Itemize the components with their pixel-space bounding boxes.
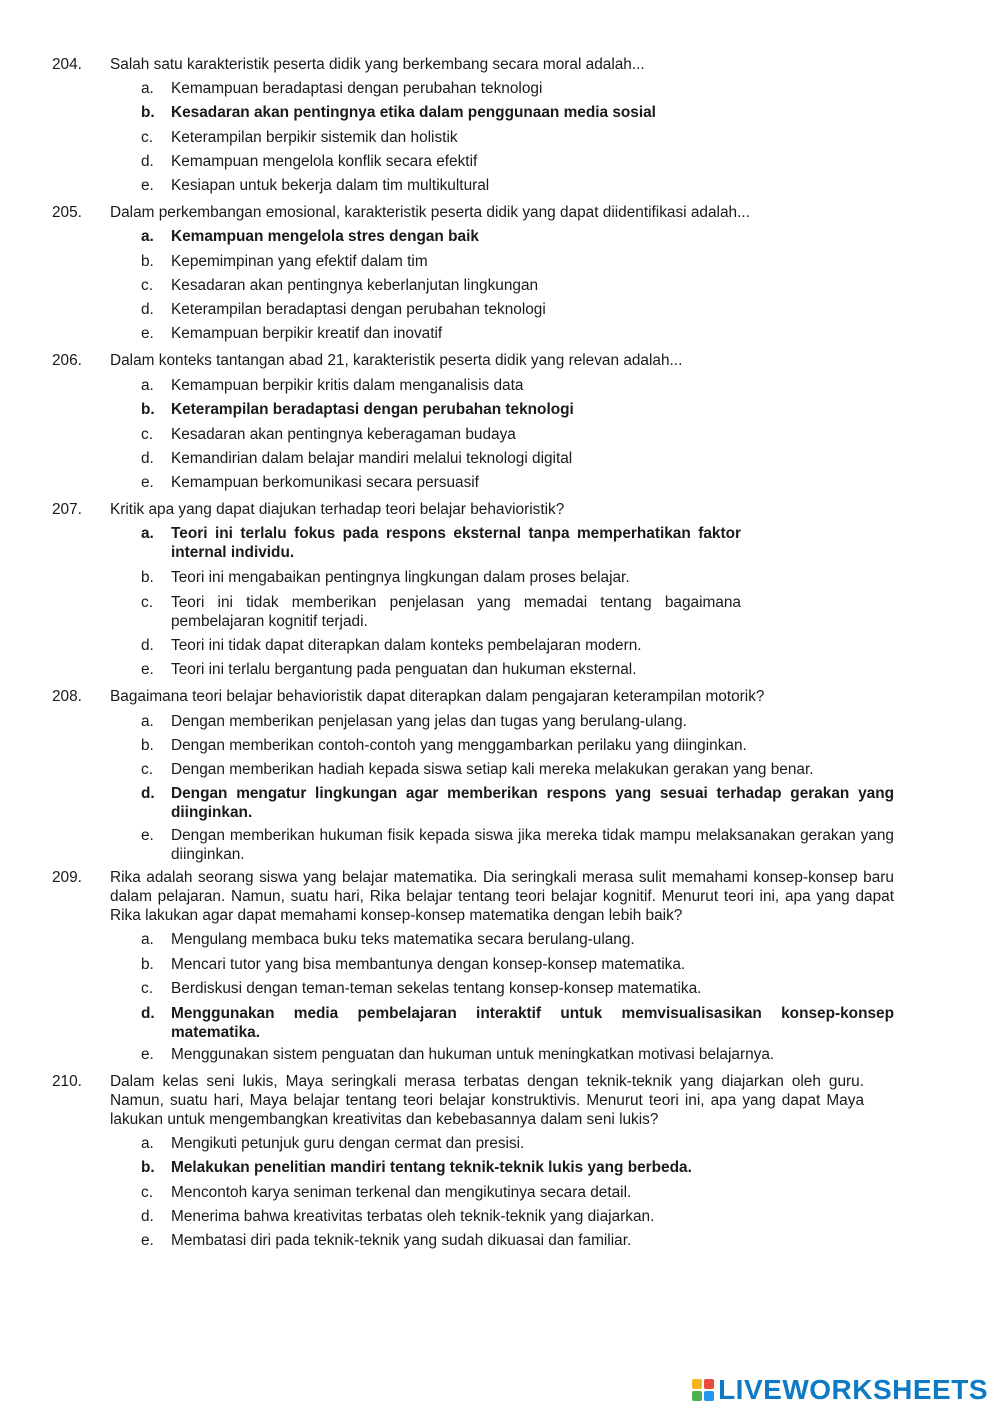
option-letter: a. bbox=[141, 931, 154, 948]
option-letter: d. bbox=[141, 785, 155, 802]
option-text: Dengan memberikan contoh-contoh yang menggambarkan perilaku yang diinginkan. bbox=[171, 737, 747, 754]
option-209-e[interactable] bbox=[141, 1045, 894, 1064]
option-letter: b. bbox=[141, 1159, 155, 1176]
option-text: Dengan mengatur lingkungan agar memberikan respons yang sesuai terhadap gerakan yang diinginkan. bbox=[171, 785, 894, 821]
option-text: Menerima bahwa kreativitas terbatas oleh teknik-teknik yang diajarkan. bbox=[171, 1208, 655, 1225]
option-letter: a. bbox=[141, 377, 154, 394]
question-number: 209. bbox=[52, 869, 82, 886]
option-text: Mengikuti petunjuk guru dengan cermat dan presisi. bbox=[171, 1135, 525, 1152]
question-206 bbox=[52, 351, 894, 370]
question-text: Rika adalah seorang siswa yang belajar matematika. Dia seringkali merasa sulit memahami konsep-konsep baru dalam pelajaran. Namun, suatu hari, Rika belajar tentang teori belajar kognitif. Menurut teori ini, apa yang dapat Rika lakukan agar dapat memahami konsep-konsep matematika dengan lebih baik? bbox=[110, 869, 894, 924]
option-210-d[interactable] bbox=[141, 1207, 894, 1226]
option-text: Teori ini terlalu bergantung pada penguatan dan hukuman eksternal. bbox=[171, 661, 637, 678]
option-letter: b. bbox=[141, 737, 154, 754]
option-207-a[interactable] bbox=[141, 524, 741, 562]
option-text: Menggunakan media pembelajaran interaktif untuk memvisualisasikan konsep-konsep matematika. bbox=[171, 1005, 894, 1041]
option-text: Membatasi diri pada teknik-teknik yang sudah dikuasai dan familiar. bbox=[171, 1232, 632, 1249]
logo-square bbox=[692, 1391, 702, 1401]
question-number: 206. bbox=[52, 352, 82, 369]
option-text: Keterampilan beradaptasi dengan perubahan teknologi bbox=[171, 301, 546, 318]
option-text: Dengan memberikan penjelasan yang jelas dan tugas yang berulang-ulang. bbox=[171, 713, 687, 730]
option-text: Kemampuan berpikir kreatif dan inovatif bbox=[171, 325, 443, 342]
option-letter: b. bbox=[141, 104, 155, 121]
option-206-d[interactable] bbox=[141, 449, 894, 468]
option-letter: a. bbox=[141, 713, 154, 730]
question-205 bbox=[52, 203, 894, 222]
option-206-b[interactable] bbox=[141, 400, 894, 419]
option-210-b[interactable] bbox=[141, 1158, 894, 1177]
option-210-a[interactable] bbox=[141, 1134, 894, 1153]
option-letter: c. bbox=[141, 1184, 153, 1201]
option-letter: e. bbox=[141, 177, 154, 194]
option-210-e[interactable] bbox=[141, 1231, 894, 1250]
option-letter: a. bbox=[141, 228, 154, 245]
option-text: Dengan memberikan hukuman fisik kepada siswa jika mereka tidak mampu melaksanakan gerakan yang diinginkan. bbox=[171, 827, 894, 863]
question-209 bbox=[52, 868, 894, 925]
option-206-e[interactable] bbox=[141, 473, 894, 492]
option-letter: e. bbox=[141, 661, 154, 678]
option-207-d[interactable] bbox=[141, 636, 894, 655]
option-letter: c. bbox=[141, 594, 153, 611]
option-207-c[interactable] bbox=[141, 593, 741, 631]
option-205-e[interactable] bbox=[141, 324, 894, 343]
option-205-d[interactable] bbox=[141, 300, 894, 319]
option-letter: e. bbox=[141, 325, 154, 342]
option-text: Mencari tutor yang bisa membantunya dengan konsep-konsep matematika. bbox=[171, 956, 686, 973]
option-text: Melakukan penelitian mandiri tentang teknik-teknik lukis yang berbeda. bbox=[171, 1159, 692, 1176]
option-text: Mengulang membaca buku teks matematika secara berulang-ulang. bbox=[171, 931, 635, 948]
option-209-b[interactable] bbox=[141, 955, 894, 974]
option-letter: a. bbox=[141, 1135, 154, 1152]
question-text: Dalam perkembangan emosional, karakteristik peserta didik yang dapat diidentifikasi adalah... bbox=[110, 204, 750, 221]
option-letter: d. bbox=[141, 153, 154, 170]
logo-square bbox=[704, 1391, 714, 1401]
option-204-a[interactable] bbox=[141, 79, 894, 98]
option-letter: b. bbox=[141, 569, 154, 586]
option-text: Kemandirian dalam belajar mandiri melalui teknologi digital bbox=[171, 450, 573, 467]
question-number: 205. bbox=[52, 204, 82, 221]
option-text: Kesadaran akan pentingnya etika dalam penggunaan media sosial bbox=[171, 104, 656, 121]
question-number: 210. bbox=[52, 1073, 82, 1090]
question-text: Kritik apa yang dapat diajukan terhadap teori belajar behavioristik? bbox=[110, 501, 565, 518]
option-text: Teori ini tidak dapat diterapkan dalam konteks pembelajaran modern. bbox=[171, 637, 642, 654]
option-text: Keterampilan berpikir sistemik dan holistik bbox=[171, 129, 458, 146]
question-text: Dalam konteks tantangan abad 21, karakteristik peserta didik yang relevan adalah... bbox=[110, 352, 683, 369]
option-letter: a. bbox=[141, 525, 154, 542]
question-207 bbox=[52, 500, 894, 519]
option-text: Kemampuan berpikir kritis dalam menganalisis data bbox=[171, 377, 524, 394]
question-210 bbox=[52, 1072, 864, 1129]
logo-squares-icon bbox=[692, 1379, 714, 1401]
liveworksheets-logo[interactable] bbox=[692, 1374, 988, 1406]
option-208-e[interactable] bbox=[141, 826, 894, 864]
option-205-c[interactable] bbox=[141, 276, 894, 295]
option-207-b[interactable] bbox=[141, 568, 894, 587]
option-209-a[interactable] bbox=[141, 930, 894, 949]
option-text: Mencontoh karya seniman terkenal dan mengikutinya secara detail. bbox=[171, 1184, 632, 1201]
option-204-b[interactable] bbox=[141, 103, 894, 122]
option-207-e[interactable] bbox=[141, 660, 894, 679]
option-letter: b. bbox=[141, 956, 154, 973]
option-letter: a. bbox=[141, 80, 154, 97]
option-204-d[interactable] bbox=[141, 152, 894, 171]
option-letter: d. bbox=[141, 301, 154, 318]
option-text: Teori ini terlalu fokus pada respons eksternal tanpa memperhatikan faktor internal individu. bbox=[171, 525, 741, 561]
question-text: Dalam kelas seni lukis, Maya seringkali merasa terbatas dengan teknik-teknik yang diajarkan oleh guru. Namun, suatu hari, Maya belajar tentang teori belajar konstruktivis. Menurut teori ini, apa yang dapat Maya lakukan untuk mengembangkan kreativitas dan kebebasannya dalam seni lukis? bbox=[110, 1073, 864, 1128]
option-letter: c. bbox=[141, 277, 153, 294]
option-205-a[interactable] bbox=[141, 227, 894, 246]
option-letter: e. bbox=[141, 1046, 154, 1063]
option-letter: c. bbox=[141, 129, 153, 146]
question-number: 208. bbox=[52, 688, 82, 705]
option-206-a[interactable] bbox=[141, 376, 894, 395]
question-number: 207. bbox=[52, 501, 82, 518]
option-209-d[interactable] bbox=[141, 1004, 894, 1042]
option-210-c[interactable] bbox=[141, 1183, 894, 1202]
option-text: Kesadaran akan pentingnya keberagaman budaya bbox=[171, 426, 516, 443]
option-text: Teori ini tidak memberikan penjelasan yang memadai tentang bagaimana pembelajaran kognitif terjadi. bbox=[171, 594, 741, 630]
option-text: Keterampilan beradaptasi dengan perubahan teknologi bbox=[171, 401, 574, 418]
question-204 bbox=[52, 55, 894, 74]
option-text: Kesiapan untuk bekerja dalam tim multikultural bbox=[171, 177, 490, 194]
option-209-c[interactable] bbox=[141, 979, 894, 998]
option-text: Kesadaran akan pentingnya keberlanjutan lingkungan bbox=[171, 277, 539, 294]
option-letter: b. bbox=[141, 401, 155, 418]
logo-square bbox=[704, 1379, 714, 1389]
option-text: Kemampuan mengelola konflik secara efektif bbox=[171, 153, 478, 170]
option-letter: c. bbox=[141, 980, 153, 997]
option-text: Dengan memberikan hadiah kepada siswa setiap kali mereka melakukan gerakan yang benar. bbox=[171, 761, 814, 778]
question-text: Bagaimana teori belajar behavioristik dapat diterapkan dalam pengajaran keterampilan motorik? bbox=[110, 688, 765, 705]
option-208-b[interactable] bbox=[141, 736, 894, 755]
logo-text: LIVEWORKSHEETS bbox=[718, 1374, 988, 1405]
logo-square bbox=[692, 1379, 702, 1389]
option-208-a[interactable] bbox=[141, 712, 894, 731]
option-letter: e. bbox=[141, 827, 154, 844]
option-text: Berdiskusi dengan teman-teman sekelas tentang konsep-konsep matematika. bbox=[171, 980, 702, 997]
option-letter: d. bbox=[141, 1208, 154, 1225]
option-letter: d. bbox=[141, 637, 154, 654]
option-204-e[interactable] bbox=[141, 176, 894, 195]
option-letter: c. bbox=[141, 761, 153, 778]
option-letter: d. bbox=[141, 1005, 155, 1022]
option-text: Kemampuan berkomunikasi secara persuasif bbox=[171, 474, 479, 491]
option-204-c[interactable] bbox=[141, 128, 894, 147]
option-208-c[interactable] bbox=[141, 760, 894, 779]
option-208-d[interactable] bbox=[141, 784, 894, 822]
question-number: 204. bbox=[52, 56, 82, 73]
option-letter: c. bbox=[141, 426, 153, 443]
option-text: Menggunakan sistem penguatan dan hukuman untuk meningkatkan motivasi belajarnya. bbox=[171, 1046, 775, 1063]
option-205-b[interactable] bbox=[141, 252, 894, 271]
question-208 bbox=[52, 687, 894, 706]
option-letter: e. bbox=[141, 1232, 154, 1249]
option-text: Kepemimpinan yang efektif dalam tim bbox=[171, 253, 428, 270]
option-text: Kemampuan beradaptasi dengan perubahan teknologi bbox=[171, 80, 543, 97]
option-letter: d. bbox=[141, 450, 154, 467]
option-letter: e. bbox=[141, 474, 154, 491]
option-text: Teori ini mengabaikan pentingnya lingkungan dalam proses belajar. bbox=[171, 569, 630, 586]
option-206-c[interactable] bbox=[141, 425, 894, 444]
question-text: Salah satu karakteristik peserta didik yang berkembang secara moral adalah... bbox=[110, 56, 645, 73]
option-letter: b. bbox=[141, 253, 154, 270]
option-text: Kemampuan mengelola stres dengan baik bbox=[171, 228, 479, 245]
